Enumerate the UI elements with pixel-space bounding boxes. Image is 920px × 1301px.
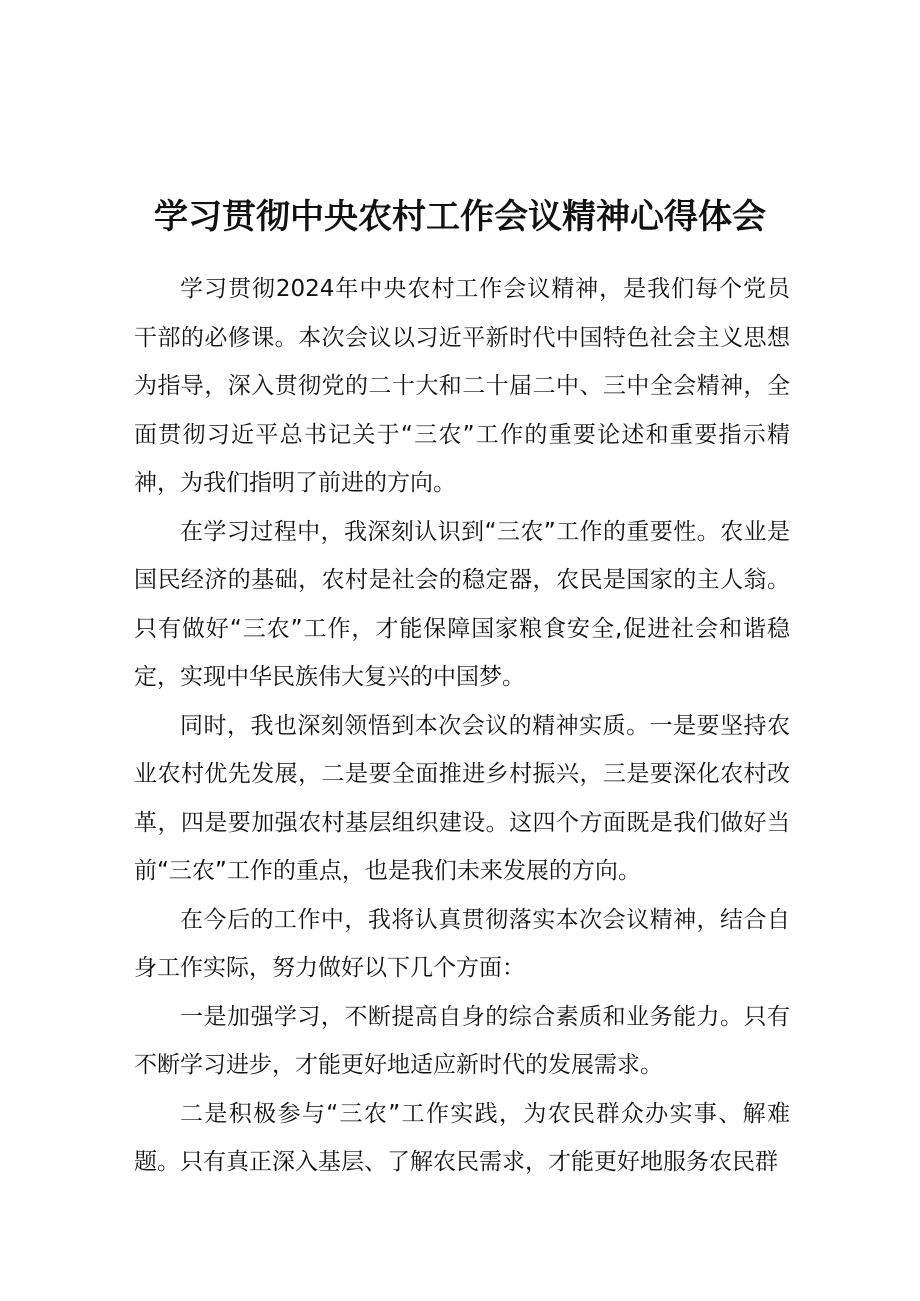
- document-title: 学习贯彻中央农村工作会议精神心得体会: [154, 196, 766, 237]
- paragraph: 在学习过程中，我深刻认识到“三农”工作的重要性。农业是国民经济的基础，农村是社会的稳定器，农民是国家的主人翁。只有做好“三农”工作，才能保障国家粮食安全,促进社会和谐稳定，实现中华民族伟大复兴的中国梦。: [134, 518, 790, 690]
- paragraph: 在今后的工作中，我将认真贯彻落实本次会议精神，结合自身工作实际，努力做好以下几个方面：: [134, 906, 790, 981]
- paragraph: 同时，我也深刻领悟到本次会议的精神实质。一是要坚持农业农村优先发展，二是要全面推进乡村振兴，三是要深化农村改革，四是要加强农村基层组织建设。这四个方面既是我们做好当前“三农”工作的重点，也是我们未来发展的方向。: [134, 712, 790, 884]
- document-body: [134, 265, 790, 1187]
- paragraph: 二是积极参与“三农”工作实践，为农民群众办实事、解难题。只有真正深入基层、了解农民需求，才能更好地服务农民群: [134, 1100, 790, 1175]
- paragraph: 学习贯彻2024年中央农村工作会议精神，是我们每个党员干部的必修课。本次会议以习近平新时代中国特色社会主义思想为指导，深入贯彻党的二十大和二十届二中、三中全会精神，全面贯彻习近平总书记关于“三农”工作的重要论述和重要指示精神，为我们指明了前进的方向。: [134, 276, 790, 496]
- paragraph: 一是加强学习，不断提高自身的综合素质和业务能力。只有不断学习进步，才能更好地适应新时代的发展需求。: [134, 1003, 790, 1078]
